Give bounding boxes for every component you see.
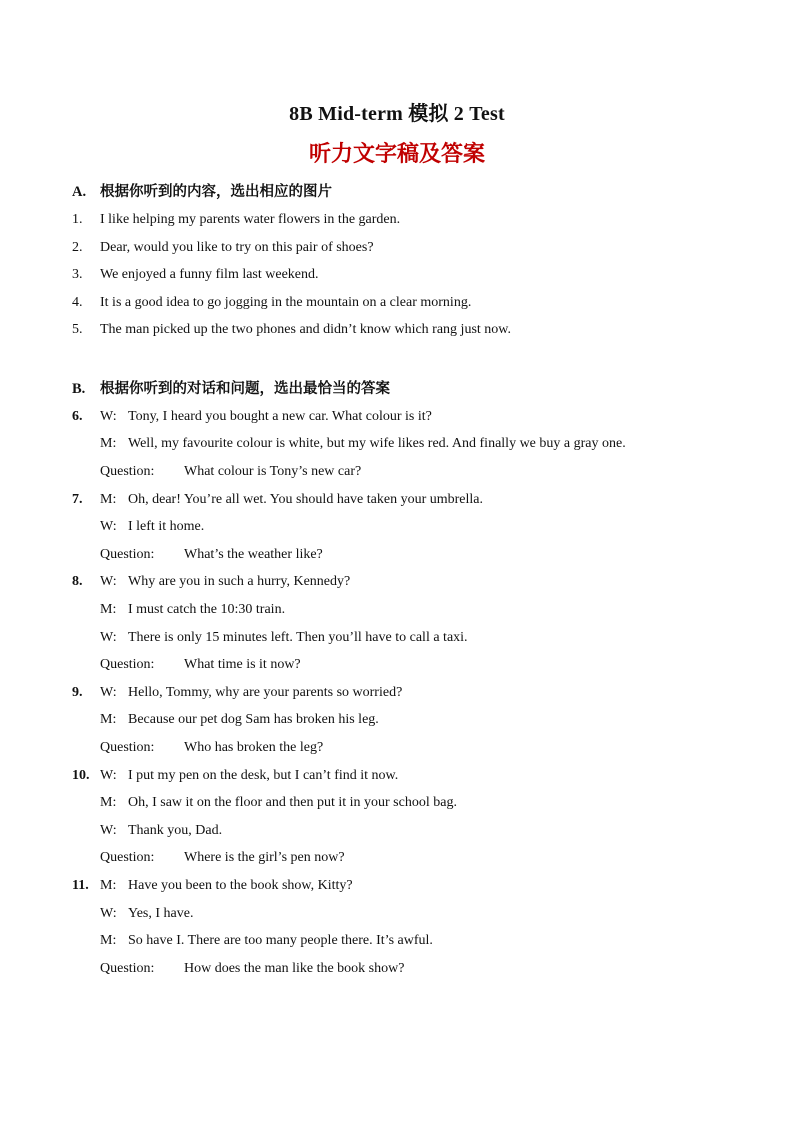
speaker: W: [100, 409, 117, 424]
item-text: We enjoyed a funny film last weekend. [100, 267, 319, 282]
question-text: How does the man like the book show? [184, 961, 405, 976]
question-text: Who has broken the leg? [184, 740, 324, 755]
question-label: Question: [100, 547, 155, 562]
speaker: W: [100, 519, 117, 534]
question-label: Question: [100, 657, 155, 672]
speaker: W: [100, 574, 117, 589]
speaker: M: [100, 933, 117, 948]
dialogue-text: Have you been to the book show, Kitty? [128, 878, 353, 893]
dialogue-text: There is only 15 minutes left. Then you’ll have to call a taxi. [128, 630, 468, 645]
item-number: 6. [72, 409, 83, 424]
dialogue-text: Oh, I saw it on the floor and then put it in your school bag. [128, 795, 457, 810]
item-text: Dear, would you like to try on this pair of shoes? [100, 240, 374, 255]
dialogue-text: Yes, I have. [128, 906, 194, 921]
speaker: M: [100, 795, 117, 810]
dialogue-text: Thank you, Dad. [128, 823, 223, 838]
item-text: The man picked up the two phones and didn’t know which rang just now. [100, 322, 511, 337]
speaker: W: [100, 906, 117, 921]
speaker: W: [100, 768, 117, 783]
question-text: Where is the girl’s pen now? [184, 850, 345, 865]
item-number: 11. [72, 878, 89, 893]
dialogue-text: Why are you in such a hurry, Kennedy? [128, 574, 351, 589]
dialogue-text: Hello, Tommy, why are your parents so worried? [128, 685, 403, 700]
question-label: Question: [100, 961, 155, 976]
item-number: 8. [72, 574, 83, 589]
speaker: W: [100, 823, 117, 838]
speaker: W: [100, 685, 117, 700]
dialogue-text: I left it home. [128, 519, 205, 534]
item-number: 1. [72, 212, 83, 227]
question-label: Question: [100, 464, 155, 479]
dialogue-text: So have I. There are too many people there. It’s awful. [128, 933, 433, 948]
speaker: M: [100, 492, 117, 507]
speaker: M: [100, 712, 117, 727]
speaker: M: [100, 878, 117, 893]
dialogue-text: Well, my favourite colour is white, but my wife likes red. And finally we buy a gray one. [128, 436, 626, 451]
question-text: What’s the weather like? [184, 547, 323, 562]
item-number: 3. [72, 267, 83, 282]
item-number: 7. [72, 492, 83, 507]
item-text: I like helping my parents water flowers in the garden. [100, 212, 401, 227]
item-number: 2. [72, 240, 83, 255]
dialogue-text: Tony, I heard you bought a new car. What colour is it? [128, 409, 432, 424]
speaker: M: [100, 436, 117, 451]
section-b-letter: B. [72, 381, 86, 397]
question-label: Question: [100, 740, 155, 755]
speaker: M: [100, 602, 117, 617]
item-number: 5. [72, 322, 83, 337]
item-number: 4. [72, 295, 83, 310]
section-a-title: 根据你听到的内容，选出相应的图片 [100, 184, 332, 200]
dialogue-text: Oh, dear! You’re all wet. You should have taken your umbrella. [128, 492, 483, 507]
question-text: What time is it now? [184, 657, 301, 672]
item-number: 9. [72, 685, 83, 700]
dialogue-text: Because our pet dog Sam has broken his leg. [128, 712, 379, 727]
question-text: What colour is Tony’s new car? [184, 464, 362, 479]
section-b-title: 根据你听到的对话和问题，选出最恰当的答案 [100, 381, 390, 397]
question-label: Question: [100, 850, 155, 865]
section-b-heading [72, 377, 390, 398]
section-a-letter: A. [72, 184, 87, 200]
item-number: 10. [72, 768, 90, 783]
speaker: W: [100, 630, 117, 645]
page-title: 8B Mid-term 模拟 2 Test [289, 103, 505, 125]
section-a-heading [72, 180, 332, 201]
page-subtitle: 听力文字稿及答案 [308, 142, 485, 167]
dialogue-text: I put my pen on the desk, but I can’t find it now. [128, 768, 399, 783]
item-text: It is a good idea to go jogging in the mountain on a clear morning. [100, 295, 472, 310]
dialogue-text: I must catch the 10:30 train. [128, 602, 286, 617]
